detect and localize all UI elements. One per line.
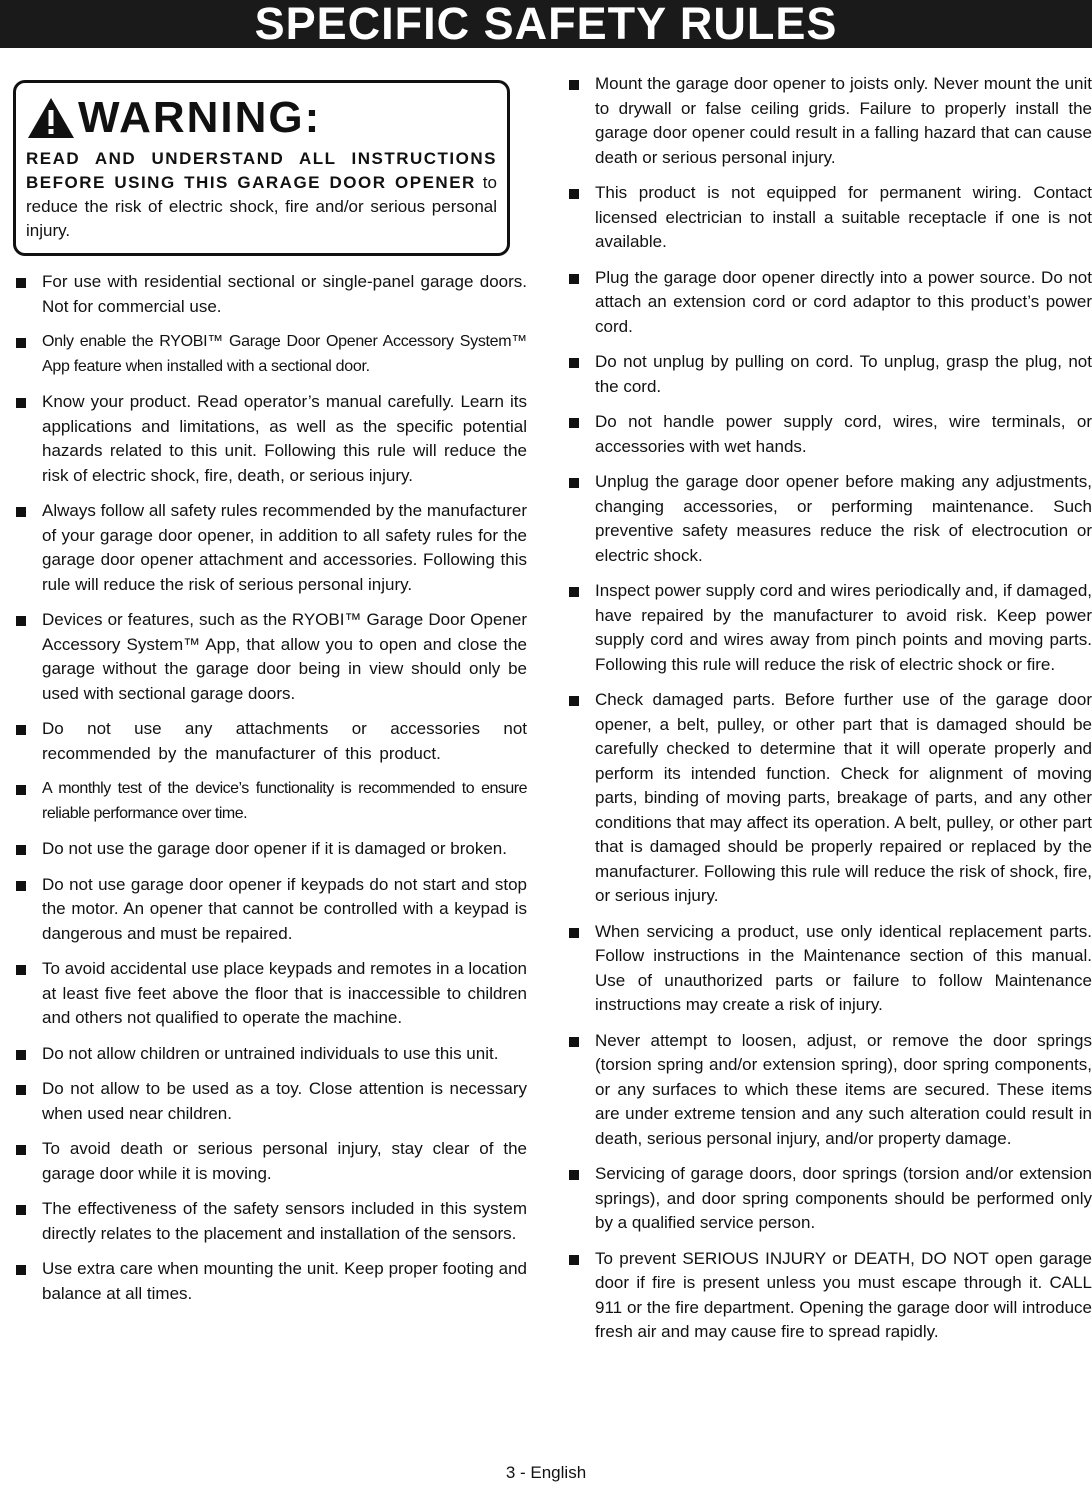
list-item: Do not use any attachments or accessories not recommended by the manufacturer of this product. (13, 717, 527, 766)
list-item: Inspect power supply cord and wires periodically and, if damaged, have repaired by the manufacturer to avoid risk. Keep power supply cord and wires away from pinch points and moving parts. Following this rule will reduce the risk of electric shock or fire. (566, 579, 1092, 677)
list-item: Do not use the garage door opener if it is damaged or broken. (13, 837, 527, 862)
list-item: For use with residential sectional or single-panel garage doors. Not for commercial use. (13, 270, 527, 319)
warning-bold-text: READ AND UNDERSTAND ALL INSTRUCTIONS BEFORE USING THIS GARAGE DOOR OPENER (26, 149, 497, 192)
list-item: Do not allow children or untrained individuals to use this unit. (13, 1042, 527, 1067)
left-column (13, 80, 527, 1317)
list-item: Mount the garage door opener to joists only. Never mount the unit to drywall or false ceiling grids. Failure to properly install the garage door opener could result in a falling hazard that can cause death or serious personal injury. (566, 72, 1092, 170)
list-item: This product is not equipped for permanent wiring. Contact licensed electrician to install a suitable receptacle if one is not available. (566, 181, 1092, 255)
list-item: Never attempt to loosen, adjust, or remove the door springs (torsion spring and/or extension spring), door spring components, or any surfaces to which these items are secured. These items are under extreme tension and any such alteration could result in death, serious personal injury, and/or property damage. (566, 1029, 1092, 1152)
left-rules-list (13, 270, 527, 1306)
list-item: Do not use garage door opener if keypads do not start and stop the motor. An opener that cannot be controlled with a keypad is dangerous and must be repaired. (13, 873, 527, 947)
warning-text (26, 147, 497, 243)
warning-body-text: to reduce the risk of electric shock, fire and/or serious personal injury. (26, 173, 497, 240)
list-item: To avoid death or serious personal injury, stay clear of the garage door while it is moving. (13, 1137, 527, 1186)
list-item: Use extra care when mounting the unit. Keep proper footing and balance at all times. (13, 1257, 527, 1306)
list-item: The effectiveness of the safety sensors included in this system directly relates to the placement and installation of the sensors. (13, 1197, 527, 1246)
list-item: Only enable the RYOBI™ Garage Door Opener Accessory System™ App feature when installed with a sectional door. (13, 330, 527, 379)
list-item: To avoid accidental use place keypads and remotes in a location at least five feet above the floor that is inaccessible to children and others not qualified to operate the machine. (13, 957, 527, 1031)
list-item: Do not handle power supply cord, wires, wire terminals, or accessories with wet hands. (566, 410, 1092, 459)
warning-box (13, 80, 510, 256)
list-item: Devices or features, such as the RYOBI™ Garage Door Opener Accessory System™ App, that allow you to open and close the garage without the garage door being in view should only be used with sectional garage doors. (13, 608, 527, 706)
page-title: SPECIFIC SAFETY RULES (0, 0, 1092, 48)
page-footer: 3 - English (505, 1463, 587, 1482)
warning-heading (26, 89, 497, 147)
list-item: Servicing of garage doors, door springs (torsion and/or extension springs), and door spring components should be performed only by a qualified service person. (566, 1162, 1092, 1236)
list-item: Check damaged parts. Before further use of the garage door opener, a belt, pulley, or other part that is damaged should be carefully checked to determine that it will operate properly and perform its intended function. Check for alignment of moving parts, binding of moving parts, breakage of parts, and any other conditions that may affect its operation. A belt, pulley, or other part that is damaged should be properly repaired or replaced by the manufacturer. Following this rule will reduce the risk of shock, fire, or serious injury. (566, 688, 1092, 909)
list-item: When servicing a product, use only identical replacement parts. Follow instructions in the Maintenance section of this manual. Use of unauthorized parts or failure to follow Maintenance instructions may create a risk of injury. (566, 920, 1092, 1018)
warning-triangle-icon (26, 96, 76, 140)
list-item: Plug the garage door opener directly into a power source. Do not attach an extension cord or cord adaptor to this product’s power cord. (566, 266, 1092, 340)
list-item: Do not allow to be used as a toy. Close attention is necessary when used near children. (13, 1077, 527, 1126)
list-item: A monthly test of the device’s functionality is recommended to ensure reliable performance over time. (13, 777, 527, 826)
list-item: To prevent SERIOUS INJURY or DEATH, DO NOT open garage door if fire is present unless you must escape through it. CALL 911 or the fire department. Opening the garage door will introduce fresh air and may cause fire to spread rapidly. (566, 1247, 1092, 1345)
right-rules-list (566, 72, 1092, 1345)
list-item: Know your product. Read operator’s manual carefully. Learn its applications and limitations, as well as the specific potential hazards related to this unit. Following this rule will reduce the risk of electric shock, fire, death, or serious injury. (13, 390, 527, 488)
list-item: Do not unplug by pulling on cord. To unplug, grasp the plug, not the cord. (566, 350, 1092, 399)
list-item: Unplug the garage door opener before making any adjustments, changing accessories, or performing maintenance. Such preventive safety measures reduce the risk of electrocution or electric shock. (566, 470, 1092, 568)
right-column (566, 72, 1092, 1356)
list-item: Always follow all safety rules recommended by the manufacturer of your garage door opener, in addition to all safety rules for the garage door opener attachment and accessories. Following this rule will reduce the risk of serious personal injury. (13, 499, 527, 597)
warning-title: WARNING: (78, 93, 322, 142)
